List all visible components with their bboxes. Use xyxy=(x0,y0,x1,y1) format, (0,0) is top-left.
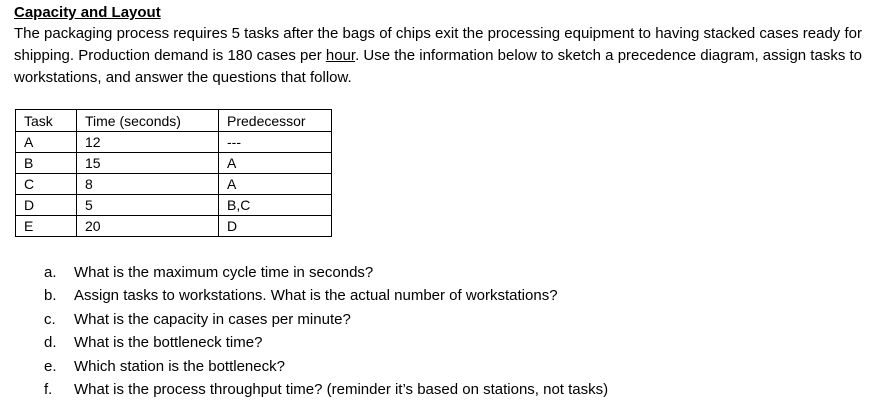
question-text: Assign tasks to workstations. What is the actual number of workstations? xyxy=(74,287,558,305)
question-marker: f. xyxy=(44,380,53,398)
cell-time: 12 xyxy=(77,132,219,153)
question-marker: d. xyxy=(44,334,57,352)
table-row xyxy=(16,174,332,195)
table-row xyxy=(16,195,332,216)
document-title: Capacity and Layout xyxy=(14,4,161,21)
task-table xyxy=(15,109,332,237)
cell-task: A xyxy=(16,132,77,153)
question-text: What is the capacity in cases per minute? xyxy=(74,310,351,328)
intro-text-part2: . Use the information below to sketch a precedence diagram, assign tasks to workstations, and answer the questions that follow. xyxy=(14,47,862,86)
document xyxy=(14,3,886,398)
cell-predecessor: --- xyxy=(219,132,332,153)
question-marker: c. xyxy=(44,310,56,328)
cell-task: B xyxy=(16,153,77,174)
intro-paragraph xyxy=(14,23,886,89)
question-marker: e. xyxy=(44,357,57,375)
cell-predecessor: D xyxy=(219,216,332,237)
table-row xyxy=(16,216,332,237)
cell-time: 8 xyxy=(77,174,219,195)
header-time: Time (seconds) xyxy=(77,110,219,132)
cell-time: 15 xyxy=(77,153,219,174)
intro-text-part1: The packaging process requires 5 tasks after the bags of chips exit the processing equipment to having stacked cases ready for shipping. Production demand is 180 cases per xyxy=(14,25,862,64)
question-text: What is the maximum cycle time in seconds? xyxy=(74,264,374,281)
table-row xyxy=(16,132,332,153)
cell-predecessor: B,C xyxy=(219,195,332,216)
header-task: Task xyxy=(16,110,77,132)
question-text: Which station is the bottleneck? xyxy=(74,357,285,375)
cell-predecessor: A xyxy=(219,153,332,174)
header-predecessor: Predecessor xyxy=(219,110,332,132)
table-row xyxy=(16,153,332,174)
cell-time: 20 xyxy=(77,216,219,237)
intro-underlined-hour: hour xyxy=(325,47,356,64)
cell-task: C xyxy=(16,174,77,195)
question-marker: a. xyxy=(44,264,57,281)
question-marker: b. xyxy=(44,287,57,305)
cell-task: E xyxy=(16,216,77,237)
table-header-row xyxy=(16,110,332,132)
cell-predecessor: A xyxy=(219,174,332,195)
cell-time: 5 xyxy=(77,195,219,216)
question-text: What is the process throughput time? (reminder it’s based on stations, not tasks) xyxy=(74,380,609,398)
question-text: What is the bottleneck time? xyxy=(74,334,263,352)
cell-task: D xyxy=(16,195,77,216)
